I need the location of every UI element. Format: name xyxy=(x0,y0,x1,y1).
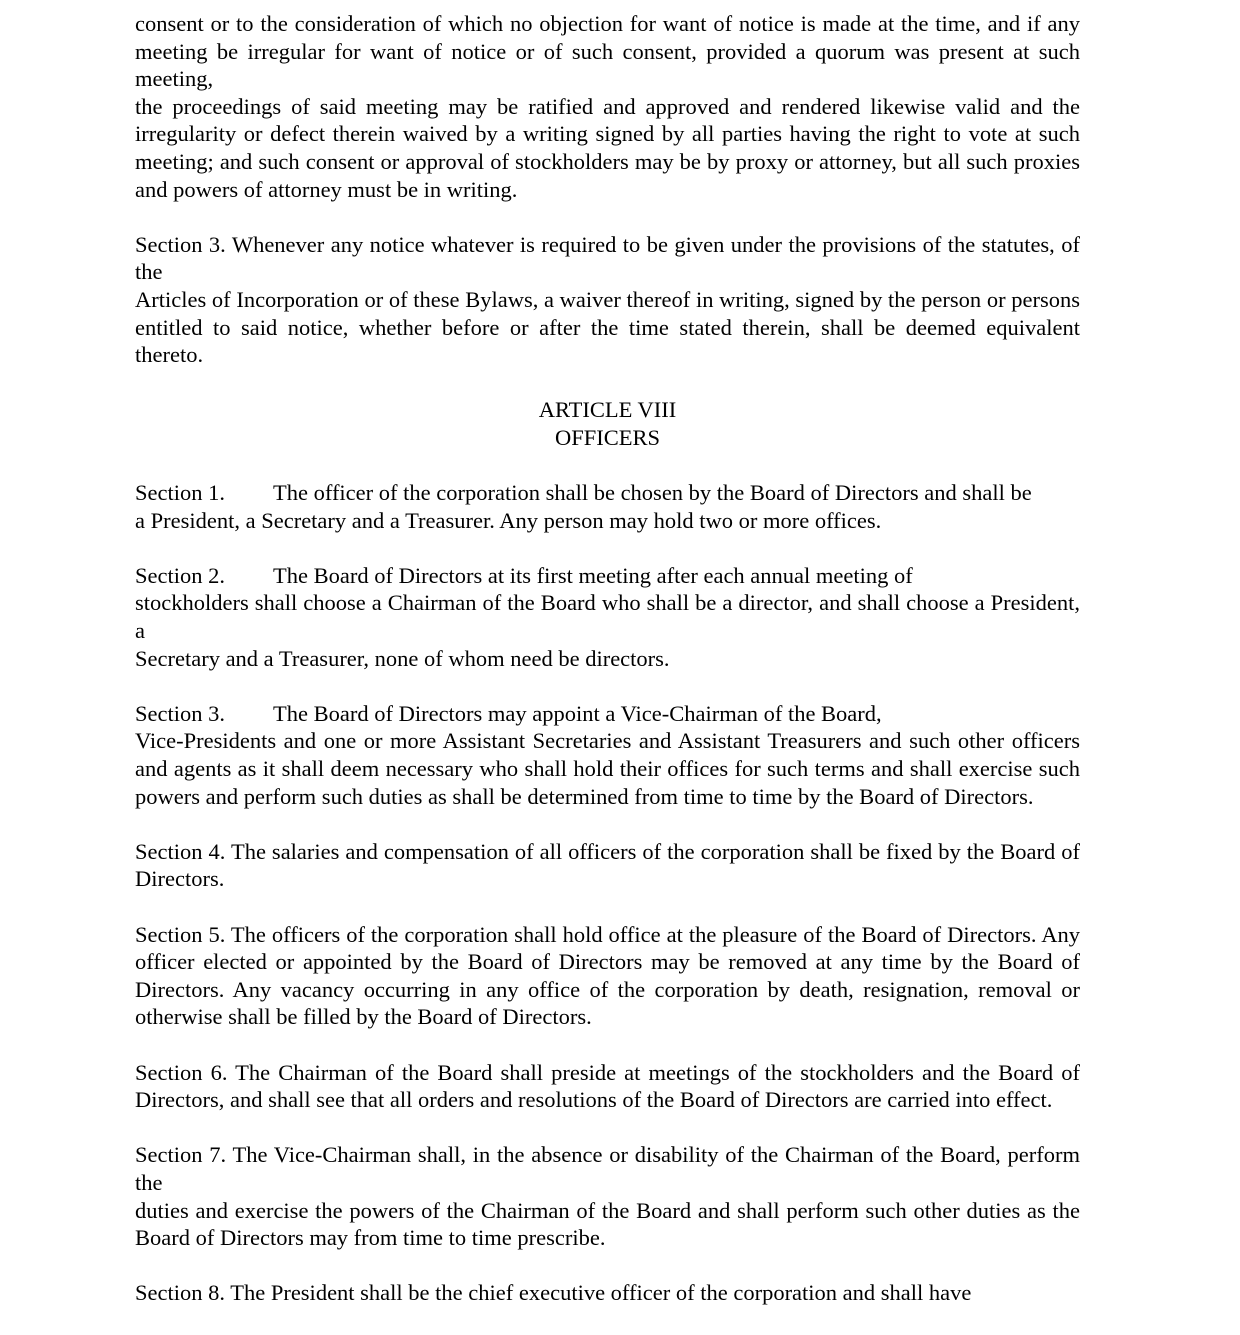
text-line: Section 7. The Vice-Chairman shall, in the absence or disability of the Chairman of the Board, perform the xyxy=(135,1142,1080,1195)
text-line: Articles of Incorporation or of these Bylaws, a waiver thereof in writing, signed by the person or persons xyxy=(135,286,1080,312)
section-2-paragraph xyxy=(135,562,1080,672)
section-text: The officer of the corporation shall be chosen by the Board of Directors and shall be xyxy=(273,480,1032,506)
text-line: meeting; and such consent or approval of stockholders may be by proxy or attorney, but all such proxies xyxy=(135,148,1080,174)
text-line: Secretary and a Treasurer, none of whom need be directors. xyxy=(135,645,670,671)
text-line: Directors. Any vacancy occurring in any office of the corporation by death, resignation, removal or xyxy=(135,976,1080,1002)
text-line: entitled to said notice, whether before or after the time stated therein, shall be deemed equivalent thereto. xyxy=(135,314,1080,368)
text-line: consent or to the consideration of which no objection for want of notice is made at the time, and if any xyxy=(135,11,1080,36)
section-text: The Board of Directors may appoint a Vice-Chairman of the Board, xyxy=(273,700,882,726)
waiver-section-paragraph xyxy=(135,231,1080,369)
article-title: OFFICERS xyxy=(554,424,661,450)
text-line: stockholders shall choose a Chairman of the Board who shall be a director, and shall choose a President, a xyxy=(135,590,1080,644)
continuation-paragraph xyxy=(135,10,1080,203)
text-line: Section 6. The Chairman of the Board shall preside at meetings of the stockholders and the Board of xyxy=(135,1059,1080,1085)
text-line: Section 3. Whenever any notice whatever is required to be given under the provisions of the statutes, of the xyxy=(135,231,1080,285)
text-line: Directors, and shall see that all orders and resolutions of the Board of Directors are carried into effect. xyxy=(135,1087,1053,1113)
section-1-paragraph xyxy=(135,479,1080,534)
text-line: meeting be irregular for want of notice or of such consent, provided a quorum was present at such meeting, xyxy=(135,38,1080,92)
section-8-paragraph xyxy=(135,1279,1080,1307)
section-first-line xyxy=(135,479,1080,507)
text-line: the proceedings of said meeting may be ratified and approved and rendered likewise valid and the xyxy=(135,93,1080,119)
section-first-line xyxy=(135,700,1080,728)
section-3-paragraph xyxy=(135,700,1080,810)
text-line: and powers of attorney must be in writing. xyxy=(135,176,518,202)
section-label: Section 3. xyxy=(135,700,225,726)
section-label: Section 2. xyxy=(135,562,225,588)
section-text: The Board of Directors at its first meeting after each annual meeting of xyxy=(273,562,913,588)
text-line: Section 8. The President shall be the chief executive officer of the corporation and shall have xyxy=(135,1280,972,1306)
text-line: a President, a Secretary and a Treasurer. Any person may hold two or more offices. xyxy=(135,507,882,533)
section-label: Section 1. xyxy=(135,480,225,506)
text-line: Vice-Presidents and one or more Assistant Secretaries and Assistant Treasurers and such other officers xyxy=(135,728,1080,754)
article-heading xyxy=(135,396,1080,451)
text-line: Board of Directors may from time to time prescribe. xyxy=(135,1225,606,1251)
text-line: Section 5. The officers of the corporation shall hold office at the pleasure of the Board of Directors. Any xyxy=(135,921,1080,947)
section-5-paragraph xyxy=(135,921,1080,1031)
text-line: powers and perform such duties as shall be determined from time to time by the Board of Directors. xyxy=(135,783,1034,809)
text-line: Section 4. The salaries and compensation of all officers of the corporation shall be fixed by the Board of xyxy=(135,838,1080,864)
text-line: irregularity or defect therein waived by a writing signed by all parties having the right to vote at such xyxy=(135,121,1080,147)
section-6-paragraph xyxy=(135,1059,1080,1114)
text-line: Directors. xyxy=(135,866,225,892)
section-4-paragraph xyxy=(135,838,1080,893)
section-7-paragraph xyxy=(135,1141,1080,1251)
article-number: ARTICLE VIII xyxy=(538,397,677,423)
section-first-line xyxy=(135,562,1080,590)
text-line: officer elected or appointed by the Board of Directors may be removed at any time by the Board of xyxy=(135,949,1080,975)
text-line: duties and exercise the powers of the Chairman of the Board and shall perform such other duties as the xyxy=(135,1197,1080,1223)
text-line: otherwise shall be filled by the Board of Directors. xyxy=(135,1004,592,1030)
document-page xyxy=(135,10,1080,1335)
text-line: and agents as it shall deem necessary who shall hold their offices for such terms and shall exercise such xyxy=(135,756,1080,782)
